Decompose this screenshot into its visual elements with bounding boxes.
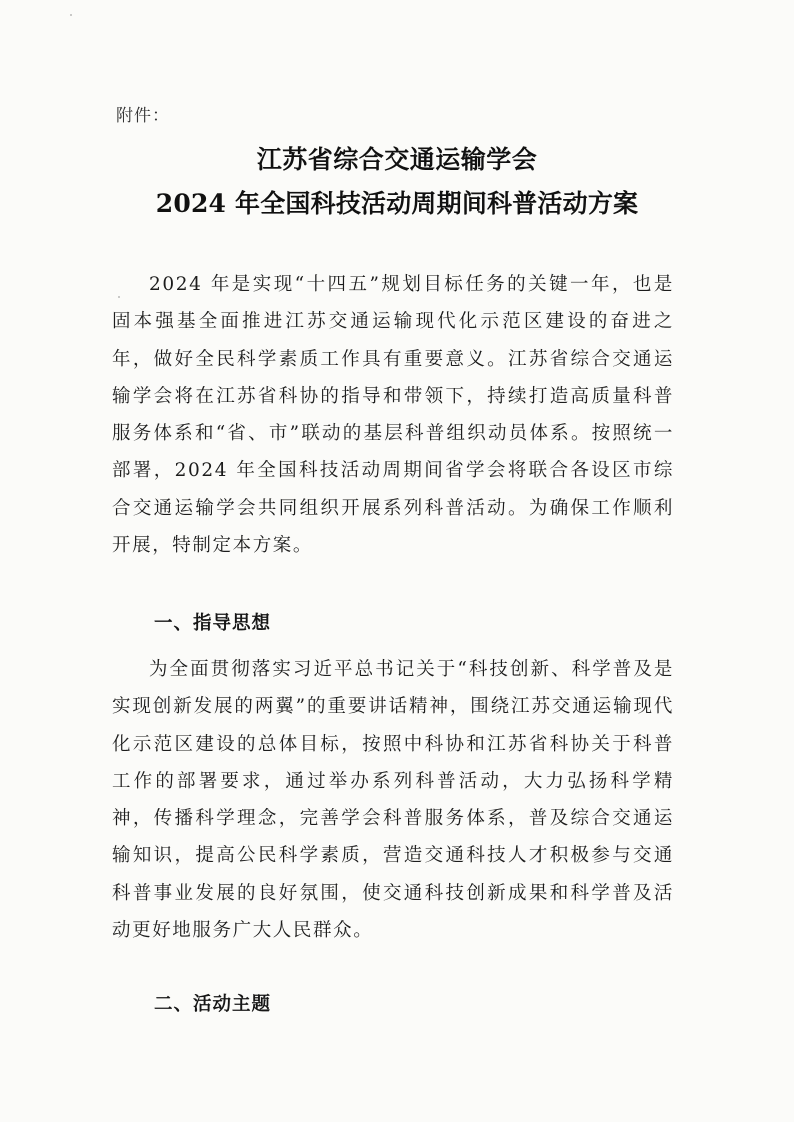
scan-speck <box>118 296 120 298</box>
document-title-line-2: 2024 年全国科技活动周期间科普活动方案 <box>155 189 639 218</box>
intro-paragraph: 2024 年是实现“十四五”规划目标任务的关键一年，也是固本强基全面推进江苏交通运输现代化示范区建设的奋进之年，做好全民科学素质工作具有重要意义。江苏省综合交通运输学会将在江苏省科协的指导和带领下，持续打造高质量科普服务体系和“省、市”联动的基层科普组织动员体系。按照统一部署，2024 年全国科技活动周期间省学会将联合各设区市综合交通运输学会共同组织开展系列科普活动。为确保工作顺利开展，特制定本方案。 <box>112 274 674 557</box>
scan-speck <box>70 14 72 16</box>
section-1-paragraph: 为全面贯彻落实习近平总书记关于“科技创新、科学普及是实现创新发展的两翼”的重要讲话精神，围绕江苏交通运输现代化示范区建设的总体目标，按照中科协和江苏省科协关于科普工作的部署要求，通过举办系列科普活动，大力弘扬科学精神，传播科学理念，完善学会科普服务体系，普及综合交通运输知识，提高公民科学素质，营造交通科技人才积极参与交通科普事业发展的良好氛围，使交通科技创新成果和科学普及活动更好地服务广大人民群众。 <box>112 659 674 942</box>
document-title-line-1: 江苏省综合交通运输学会 <box>256 145 538 174</box>
section-2-heading: 二、活动主题 <box>154 994 272 1015</box>
attachment-label: 附件： <box>116 106 170 126</box>
section-1-heading: 一、指导思想 <box>154 613 272 634</box>
